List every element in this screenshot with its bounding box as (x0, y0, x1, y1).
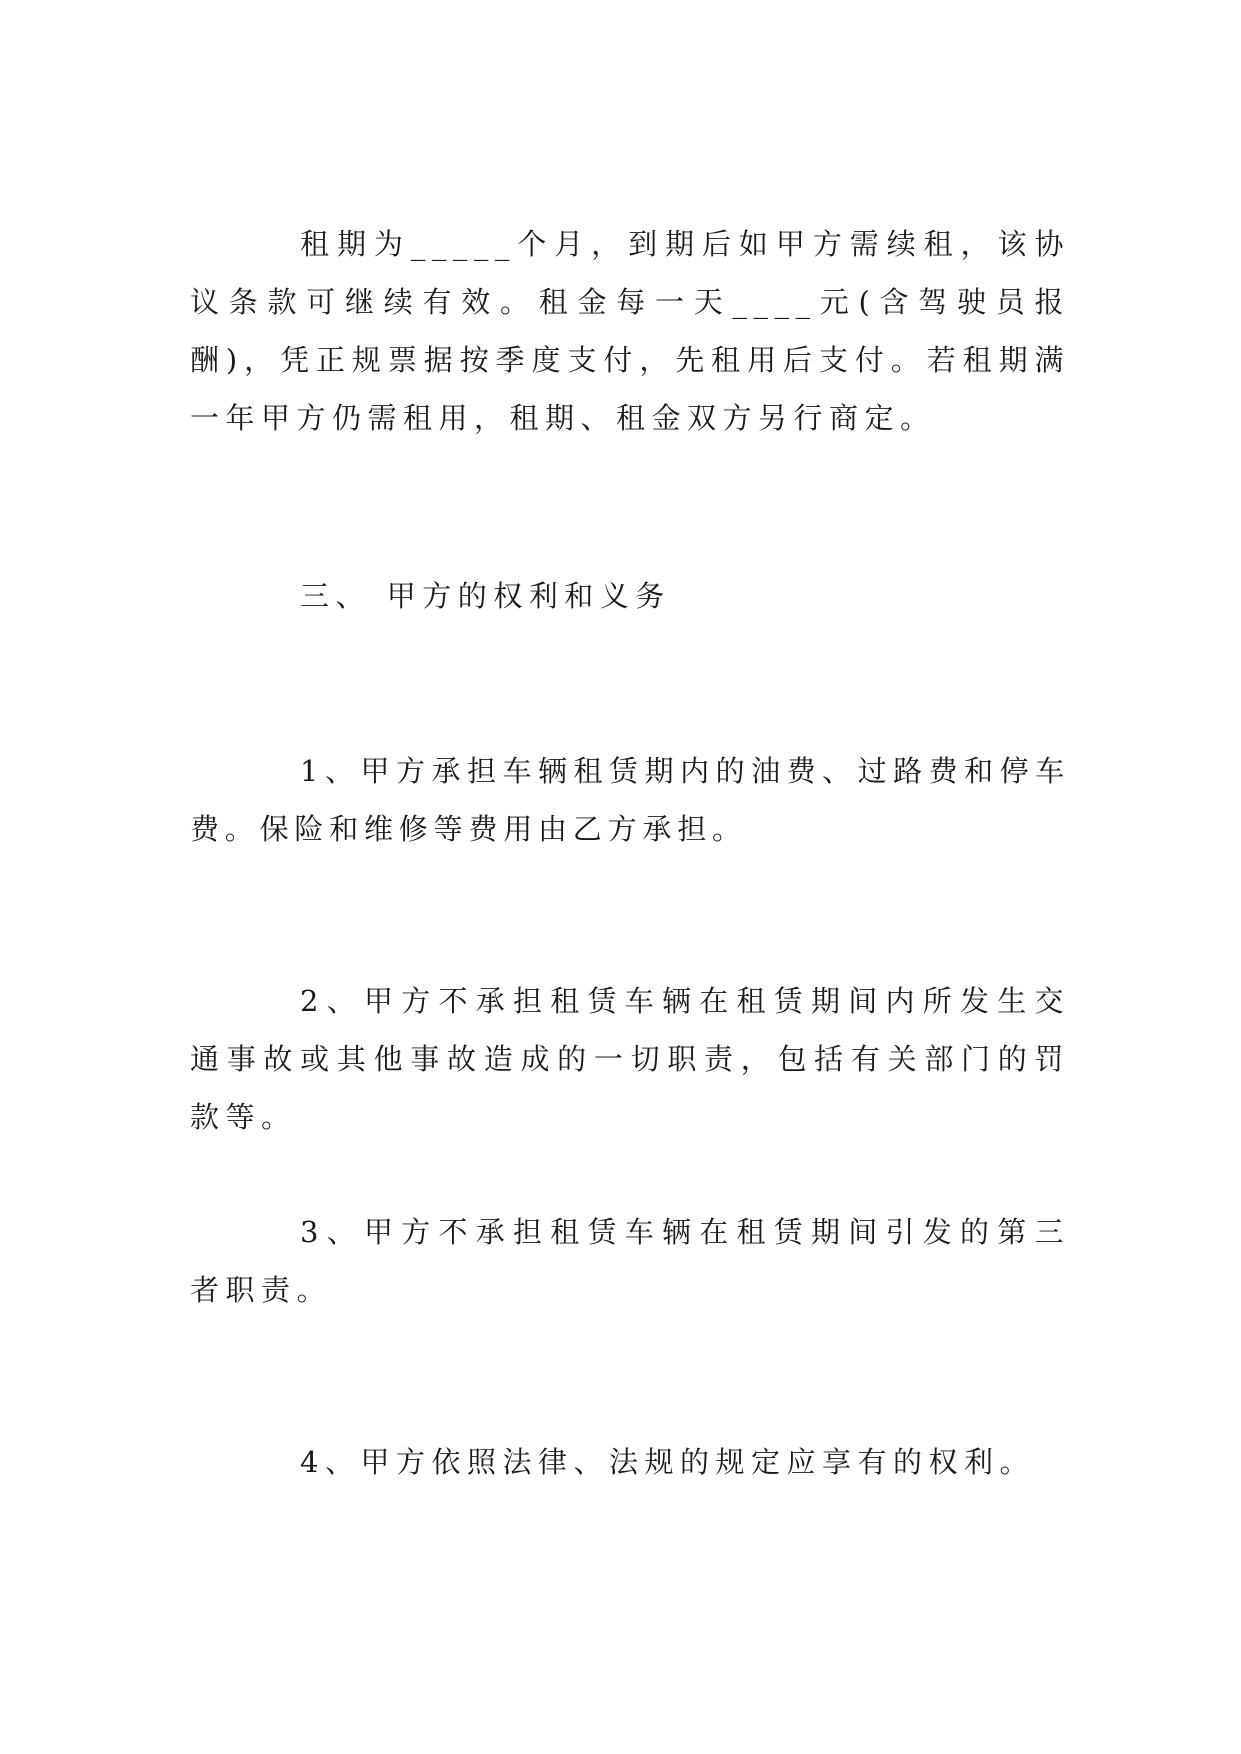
obligation-item-2: 2、甲方不承担租赁车辆在租赁期间内所发生交通事故或其他事故造成的一切职责，包括有关部门的罚款等。 (190, 984, 1070, 1134)
section-heading: 三、 甲方的权利和义务 (300, 579, 671, 613)
obligation-item-1: 1、甲方承担车辆租赁期内的油费、过路费和停车费。保险和维修等费用由乙方承担。 (190, 754, 1070, 846)
lease-term-paragraph: 租期为_____个月，到期后如甲方需续租，该协议条款可继续有效。租金每一天____元(含驾驶员报酬)，凭正规票据按季度支付，先租用后支付。若租期满一年甲方仍需租用，租期、租金双方另行商定。 (190, 227, 1070, 435)
obligation-item-3: 3、甲方不承担租赁车辆在租赁期间引发的第三者职责。 (190, 1215, 1070, 1307)
obligation-item-4: 4、甲方依照法律、法规的规定应享有的权利。 (300, 1445, 1035, 1479)
